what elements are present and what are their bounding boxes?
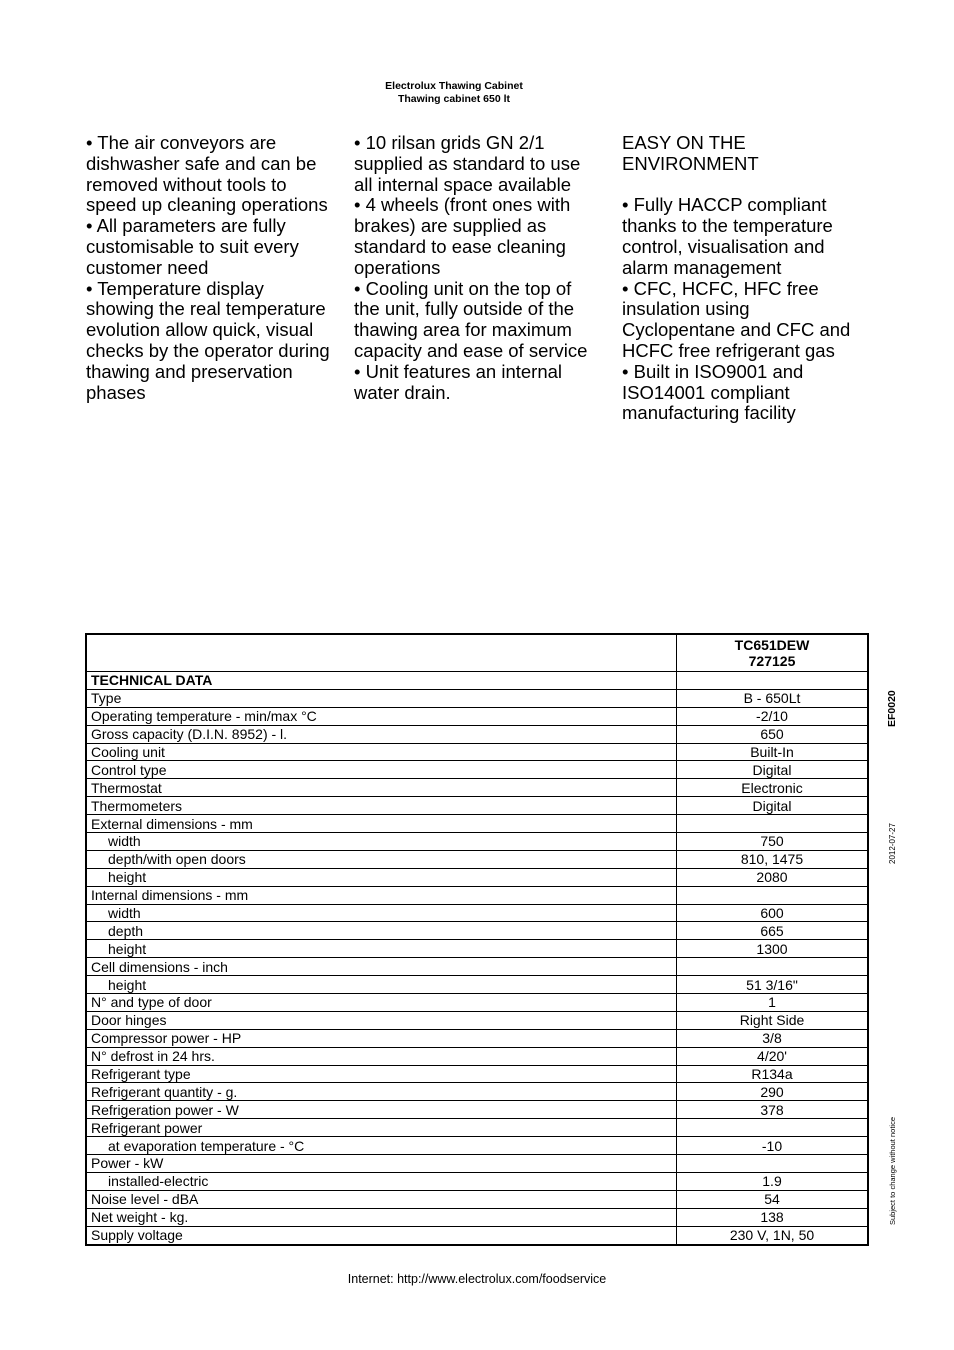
header-empty-cell <box>86 634 677 672</box>
model-cell <box>677 634 869 672</box>
row-label: width <box>86 904 677 922</box>
row-value: Built-In <box>677 743 869 761</box>
table-row <box>86 958 868 976</box>
row-value: R134a <box>677 1065 869 1083</box>
row-value: 665 <box>677 922 869 940</box>
row-label: Type <box>86 689 677 707</box>
footer-url: Internet: http://www.electrolux.com/foodservice <box>347 1272 607 1286</box>
row-label: Door hinges <box>86 1011 677 1029</box>
header-subtitle: Thawing cabinet 650 lt <box>397 92 511 105</box>
table-row <box>86 1047 868 1065</box>
row-value: 750 <box>677 833 869 851</box>
row-label: Refrigerant quantity - g. <box>86 1083 677 1101</box>
row-value: 138 <box>677 1208 869 1226</box>
row-value: Right Side <box>677 1011 869 1029</box>
table-row <box>86 1137 868 1155</box>
feature-item: • Temperature display showing the real temperature evolution allow quick, visual checks by the operator during thawing and preservation phases <box>86 277 330 403</box>
table-row <box>86 689 868 707</box>
table-row <box>86 922 868 940</box>
table-row <box>86 976 868 994</box>
table-row <box>86 707 868 725</box>
feature-item: • Unit features an internal water drain. <box>354 360 563 403</box>
row-label: Cooling unit <box>86 743 677 761</box>
feature-item: • Fully HACCP compliant thanks to the temperature control, visualisation and alarm management <box>622 194 833 278</box>
table-title-row <box>86 672 868 690</box>
row-value: 54 <box>677 1190 869 1208</box>
table-row <box>86 797 868 815</box>
table-row <box>86 1155 868 1173</box>
row-label: Operating temperature - min/max °C <box>86 707 677 725</box>
table-row <box>86 1190 868 1208</box>
table-row <box>86 761 868 779</box>
row-label: Control type <box>86 761 677 779</box>
feature-item: • All parameters are fully customisable to suit every customer need <box>86 215 299 278</box>
feature-item: • Cooling unit on the top of the unit, fully outside of the thawing area for maximum capacity and ease of service <box>354 277 588 361</box>
model-code: 727125 <box>748 653 796 669</box>
table-row <box>86 815 868 833</box>
row-value: -2/10 <box>677 707 869 725</box>
feature-item: • CFC, HCFC, HFC free insulation using Cyclopentane and CFC and HCFC free refrigerant gas <box>622 277 851 361</box>
feature-item: • 10 rilsan grids GN 2/1 supplied as standard to use all internal space available <box>354 132 581 195</box>
table-title: TECHNICAL DATA <box>86 672 677 690</box>
model-name: TC651DEW <box>734 637 810 653</box>
row-value: Digital <box>677 761 869 779</box>
table-row <box>86 743 868 761</box>
table-row <box>86 994 868 1012</box>
row-label: Thermometers <box>86 797 677 815</box>
row-value: 600 <box>677 904 869 922</box>
row-value <box>677 958 869 976</box>
row-value: 230 V, 1N, 50 <box>677 1226 869 1244</box>
row-value: Electronic <box>677 779 869 797</box>
table-row <box>86 904 868 922</box>
row-value <box>677 1155 869 1173</box>
row-label: width <box>86 833 677 851</box>
row-label: Thermostat <box>86 779 677 797</box>
table-row <box>86 1083 868 1101</box>
table-header-row <box>86 634 868 672</box>
row-label: N° defrost in 24 hrs. <box>86 1047 677 1065</box>
table-row <box>86 1065 868 1083</box>
row-label: installed-electric <box>86 1172 677 1190</box>
row-label: at evaporation temperature - °C <box>86 1137 677 1155</box>
row-label: Refrigerant type <box>86 1065 677 1083</box>
technical-data-table <box>85 633 869 1246</box>
row-value: 1 <box>677 994 869 1012</box>
table-row <box>86 1011 868 1029</box>
feature-item: • The air conveyors are dishwasher safe and can be removed without tools to speed up cleaning operations <box>86 132 328 216</box>
row-label: Refrigeration power - W <box>86 1101 677 1119</box>
feature-item: • 4 wheels (front ones with brakes) are supplied as standard to ease cleaning operations <box>354 194 571 278</box>
feature-column-1 <box>86 133 331 403</box>
row-value <box>677 815 869 833</box>
table-row <box>86 833 868 851</box>
table-row <box>86 868 868 886</box>
row-value: 1300 <box>677 940 869 958</box>
table-row <box>86 1119 868 1137</box>
row-value: 2080 <box>677 868 869 886</box>
row-value: 810, 1475 <box>677 850 869 868</box>
row-value <box>677 886 869 904</box>
row-label: Gross capacity (D.I.N. 8952) - l. <box>86 725 677 743</box>
row-label: Net weight - kg. <box>86 1208 677 1226</box>
table-row <box>86 1172 868 1190</box>
table-row <box>86 1101 868 1119</box>
row-label: N° and type of door <box>86 994 677 1012</box>
row-label: depth <box>86 922 677 940</box>
table-row <box>86 1226 868 1244</box>
row-value: 290 <box>677 1083 869 1101</box>
feature-item: • Built in ISO9001 and ISO14001 compliant manufacturing facility <box>622 360 804 424</box>
table-title-value <box>677 672 869 690</box>
row-value: B - 650Lt <box>677 689 869 707</box>
row-label: Compressor power - HP <box>86 1029 677 1047</box>
table-row <box>86 940 868 958</box>
row-value: 3/8 <box>677 1029 869 1047</box>
row-label: depth/with open doors <box>86 850 677 868</box>
document-date: 2012-07-27 <box>888 823 897 864</box>
row-label: Internal dimensions - mm <box>86 886 677 904</box>
row-value: 4/20' <box>677 1047 869 1065</box>
row-label: Power - kW <box>86 1155 677 1173</box>
row-value: 378 <box>677 1101 869 1119</box>
feature-column-3 <box>622 133 867 424</box>
feature-column-2 <box>354 133 599 403</box>
table-row <box>86 850 868 868</box>
table-row <box>86 779 868 797</box>
row-value <box>677 1119 869 1137</box>
row-label: height <box>86 976 677 994</box>
row-value: 650 <box>677 725 869 743</box>
row-label: Noise level - dBA <box>86 1190 677 1208</box>
row-value: 51 3/16" <box>677 976 869 994</box>
header-title: Electrolux Thawing Cabinet <box>385 80 523 92</box>
document-code: EF0020 <box>886 690 898 727</box>
table-row <box>86 725 868 743</box>
row-value: -10 <box>677 1137 869 1155</box>
change-notice: Subject to change without notice <box>888 1117 897 1225</box>
table-row <box>86 1208 868 1226</box>
row-value: 1.9 <box>677 1172 869 1190</box>
environment-heading: EASY ON THE ENVIRONMENT <box>622 132 759 174</box>
row-label: Supply voltage <box>86 1226 677 1244</box>
row-label: Refrigerant power <box>86 1119 677 1137</box>
row-label: height <box>86 940 677 958</box>
row-label: External dimensions - mm <box>86 815 677 833</box>
table-row <box>86 886 868 904</box>
row-label: height <box>86 868 677 886</box>
table-row <box>86 1029 868 1047</box>
row-value: Digital <box>677 797 869 815</box>
document-header <box>0 80 908 105</box>
row-label: Cell dimensions - inch <box>86 958 677 976</box>
